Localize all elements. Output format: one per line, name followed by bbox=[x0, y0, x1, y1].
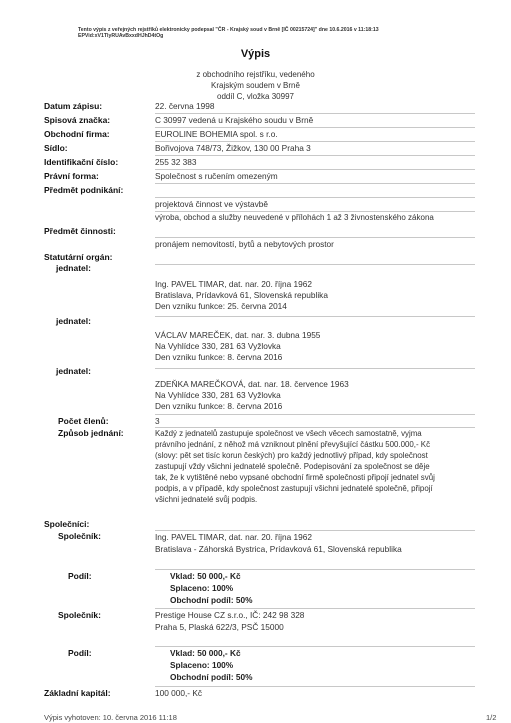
forma-label: Právní forma: bbox=[44, 171, 99, 181]
splaceno-1: Splaceno: 100% bbox=[170, 583, 234, 593]
firma-label: Obchodní firma: bbox=[44, 129, 110, 139]
datum-value: 22. června 1998 bbox=[155, 101, 215, 111]
spolecnici-label: Společníci: bbox=[44, 519, 90, 529]
jednatel-label-2: jednatel: bbox=[56, 316, 91, 326]
obchodni-podil-2: Obchodní podíl: 50% bbox=[170, 672, 253, 682]
cinnost-value: pronájem nemovitostí, bytů a nebytových prostor bbox=[155, 239, 334, 249]
jednatel-2-line-2: Na Vyhlídce 330, 281 63 Vyžlovka bbox=[155, 341, 281, 351]
divider bbox=[155, 183, 475, 184]
vklad-2: Vklad: 50 000,- Kč bbox=[170, 648, 241, 658]
spolecnik-2-line-1: Prestige House CZ s.r.o., IČ: 242 98 328 bbox=[155, 610, 305, 620]
forma-value: Společnost s ručením omezeným bbox=[155, 171, 278, 181]
epvid-line: EPVid:xV1TlyRUAvBxxdHJhD4tOg bbox=[78, 33, 164, 39]
divider bbox=[155, 569, 475, 570]
jednatel-label-1: jednatel: bbox=[56, 263, 91, 273]
divider bbox=[155, 264, 475, 265]
zpusob-label: Způsob jednání: bbox=[58, 428, 124, 438]
zpusob-line-6: podpis, a v případě, kdy společnost zastupují všichni jednatelé společně, připojí bbox=[155, 484, 433, 493]
statutarni-label: Statutární orgán: bbox=[44, 252, 113, 262]
divider bbox=[155, 368, 475, 369]
divider bbox=[155, 155, 475, 156]
jednatel-1-line-2: Bratislava, Prídavková 61, Slovenská republika bbox=[155, 290, 328, 300]
zpusob-line-3: (slovy: pět set tisíc korun českých) pro každý jednotlivý případ, kdy společnost bbox=[155, 451, 428, 460]
jednatel-1-line-3: Den vzniku funkce: 25. června 2014 bbox=[155, 301, 287, 311]
divider bbox=[155, 197, 475, 198]
divider bbox=[155, 211, 475, 212]
splaceno-2: Splaceno: 100% bbox=[170, 660, 234, 670]
sidlo-value: Bořivojova 748/73, Žižkov, 130 00 Praha 3 bbox=[155, 143, 311, 153]
firma-value: EUROLINE BOHEMIA spol. s r.o. bbox=[155, 129, 278, 139]
jednatel-3-line-2: Na Vyhlídce 330, 281 63 Vyžlovka bbox=[155, 390, 281, 400]
podil-label-1: Podíl: bbox=[68, 571, 92, 581]
cinnost-label: Předmět činnosti: bbox=[44, 226, 116, 236]
zpusob-line-4: zastupují vždy všichni jednatelé společně. Podepisování za společnost se děje bbox=[155, 462, 430, 471]
zpusob-line-2: právního jednání, z něhož má vzniknout plnění převyšující částku 500.000,- Kč bbox=[155, 440, 431, 449]
podnikani-item-1: projektová činnost ve výstavbě bbox=[155, 199, 268, 209]
spolecnik-2-line-2: Praha 5, Plaská 622/3, PSČ 15000 bbox=[155, 622, 284, 632]
subtitle-line-2: Krajským soudem v Brně bbox=[211, 81, 300, 90]
jednatel-label-3: jednatel: bbox=[56, 366, 91, 376]
footer-generated: Výpis vyhotoven: 10. června 2016 11:18 bbox=[44, 713, 177, 722]
divider bbox=[155, 530, 475, 531]
podnikani-item-2: výroba, obchod a služby neuvedené v přílohách 1 až 3 živnostenského zákona bbox=[155, 213, 434, 222]
divider bbox=[155, 608, 475, 609]
subtitle-line-1: z obchodního rejstříku, vedeného bbox=[196, 70, 315, 79]
spis-value: C 30997 vedená u Krajského soudu v Brně bbox=[155, 115, 314, 125]
divider bbox=[155, 316, 475, 317]
divider bbox=[155, 646, 475, 647]
subtitle-line-3: oddíl C, vložka 30997 bbox=[217, 92, 294, 101]
divider bbox=[155, 237, 475, 238]
divider bbox=[155, 414, 475, 415]
spolecnik-label-2: Společník: bbox=[58, 610, 101, 620]
spolecnik-label-1: Společník: bbox=[58, 531, 101, 541]
jednatel-3-line-3: Den vzniku funkce: 8. června 2016 bbox=[155, 401, 283, 411]
zpusob-line-7: všichni jednatelé svůj podpis. bbox=[155, 495, 258, 504]
divider bbox=[155, 427, 475, 428]
spis-label: Spisová značka: bbox=[44, 115, 111, 125]
podnikani-label: Předmět podnikání: bbox=[44, 185, 124, 195]
kapital-value: 100 000,- Kč bbox=[155, 688, 203, 698]
spolecnik-1-line-2: Bratislava - Záhorská Bystrica, Prídavková 61, Slovenská republika bbox=[155, 544, 402, 554]
vklad-1: Vklad: 50 000,- Kč bbox=[170, 571, 241, 581]
zpusob-line-5: tak, že k vytištěné nebo vypsané obchodní firmě společnosti připojí jednatel svůj bbox=[155, 473, 435, 482]
sidlo-label: Sídlo: bbox=[44, 143, 68, 153]
pocet-value: 3 bbox=[155, 416, 160, 426]
page-title: Výpis bbox=[240, 48, 271, 60]
jednatel-2-line-3: Den vzniku funkce: 8. června 2016 bbox=[155, 352, 283, 362]
jednatel-1-line-1: Ing. PAVEL TIMAR, dat. nar. 20. října 1962 bbox=[155, 279, 312, 289]
divider bbox=[155, 113, 475, 114]
ico-value: 255 32 383 bbox=[155, 157, 197, 167]
zpusob-line-1: Každý z jednatelů zastupuje společnost ve všech věcech samostatně, vyjma bbox=[155, 429, 422, 438]
jednatel-3-line-1: ZDEŇKA MAREČKOVÁ, dat. nar. 18. července 1963 bbox=[155, 379, 349, 389]
divider bbox=[155, 127, 475, 128]
signature-line: Tento výpis z veřejných rejstříků elektronicky podepsal "ČR - Krajský soud v Brně [IČ 00215724]" dne 10.6.2016 v 11:18:13 bbox=[78, 27, 379, 33]
podil-label-2: Podíl: bbox=[68, 648, 92, 658]
pocet-label: Počet členů: bbox=[58, 416, 109, 426]
kapital-label: Základní kapitál: bbox=[44, 688, 111, 698]
datum-label: Datum zápisu: bbox=[44, 101, 103, 111]
jednatel-2-line-1: VÁCLAV MAREČEK, dat. nar. 3. dubna 1955 bbox=[155, 330, 321, 340]
spolecnik-1-line-1: Ing. PAVEL TIMAR, dat. nar. 20. října 1962 bbox=[155, 532, 312, 542]
obchodni-podil-1: Obchodní podíl: 50% bbox=[170, 595, 253, 605]
ico-label: Identifikační číslo: bbox=[44, 157, 119, 167]
divider bbox=[155, 169, 475, 170]
divider bbox=[155, 686, 475, 687]
page-number: 1/2 bbox=[486, 713, 497, 722]
divider bbox=[155, 141, 475, 142]
